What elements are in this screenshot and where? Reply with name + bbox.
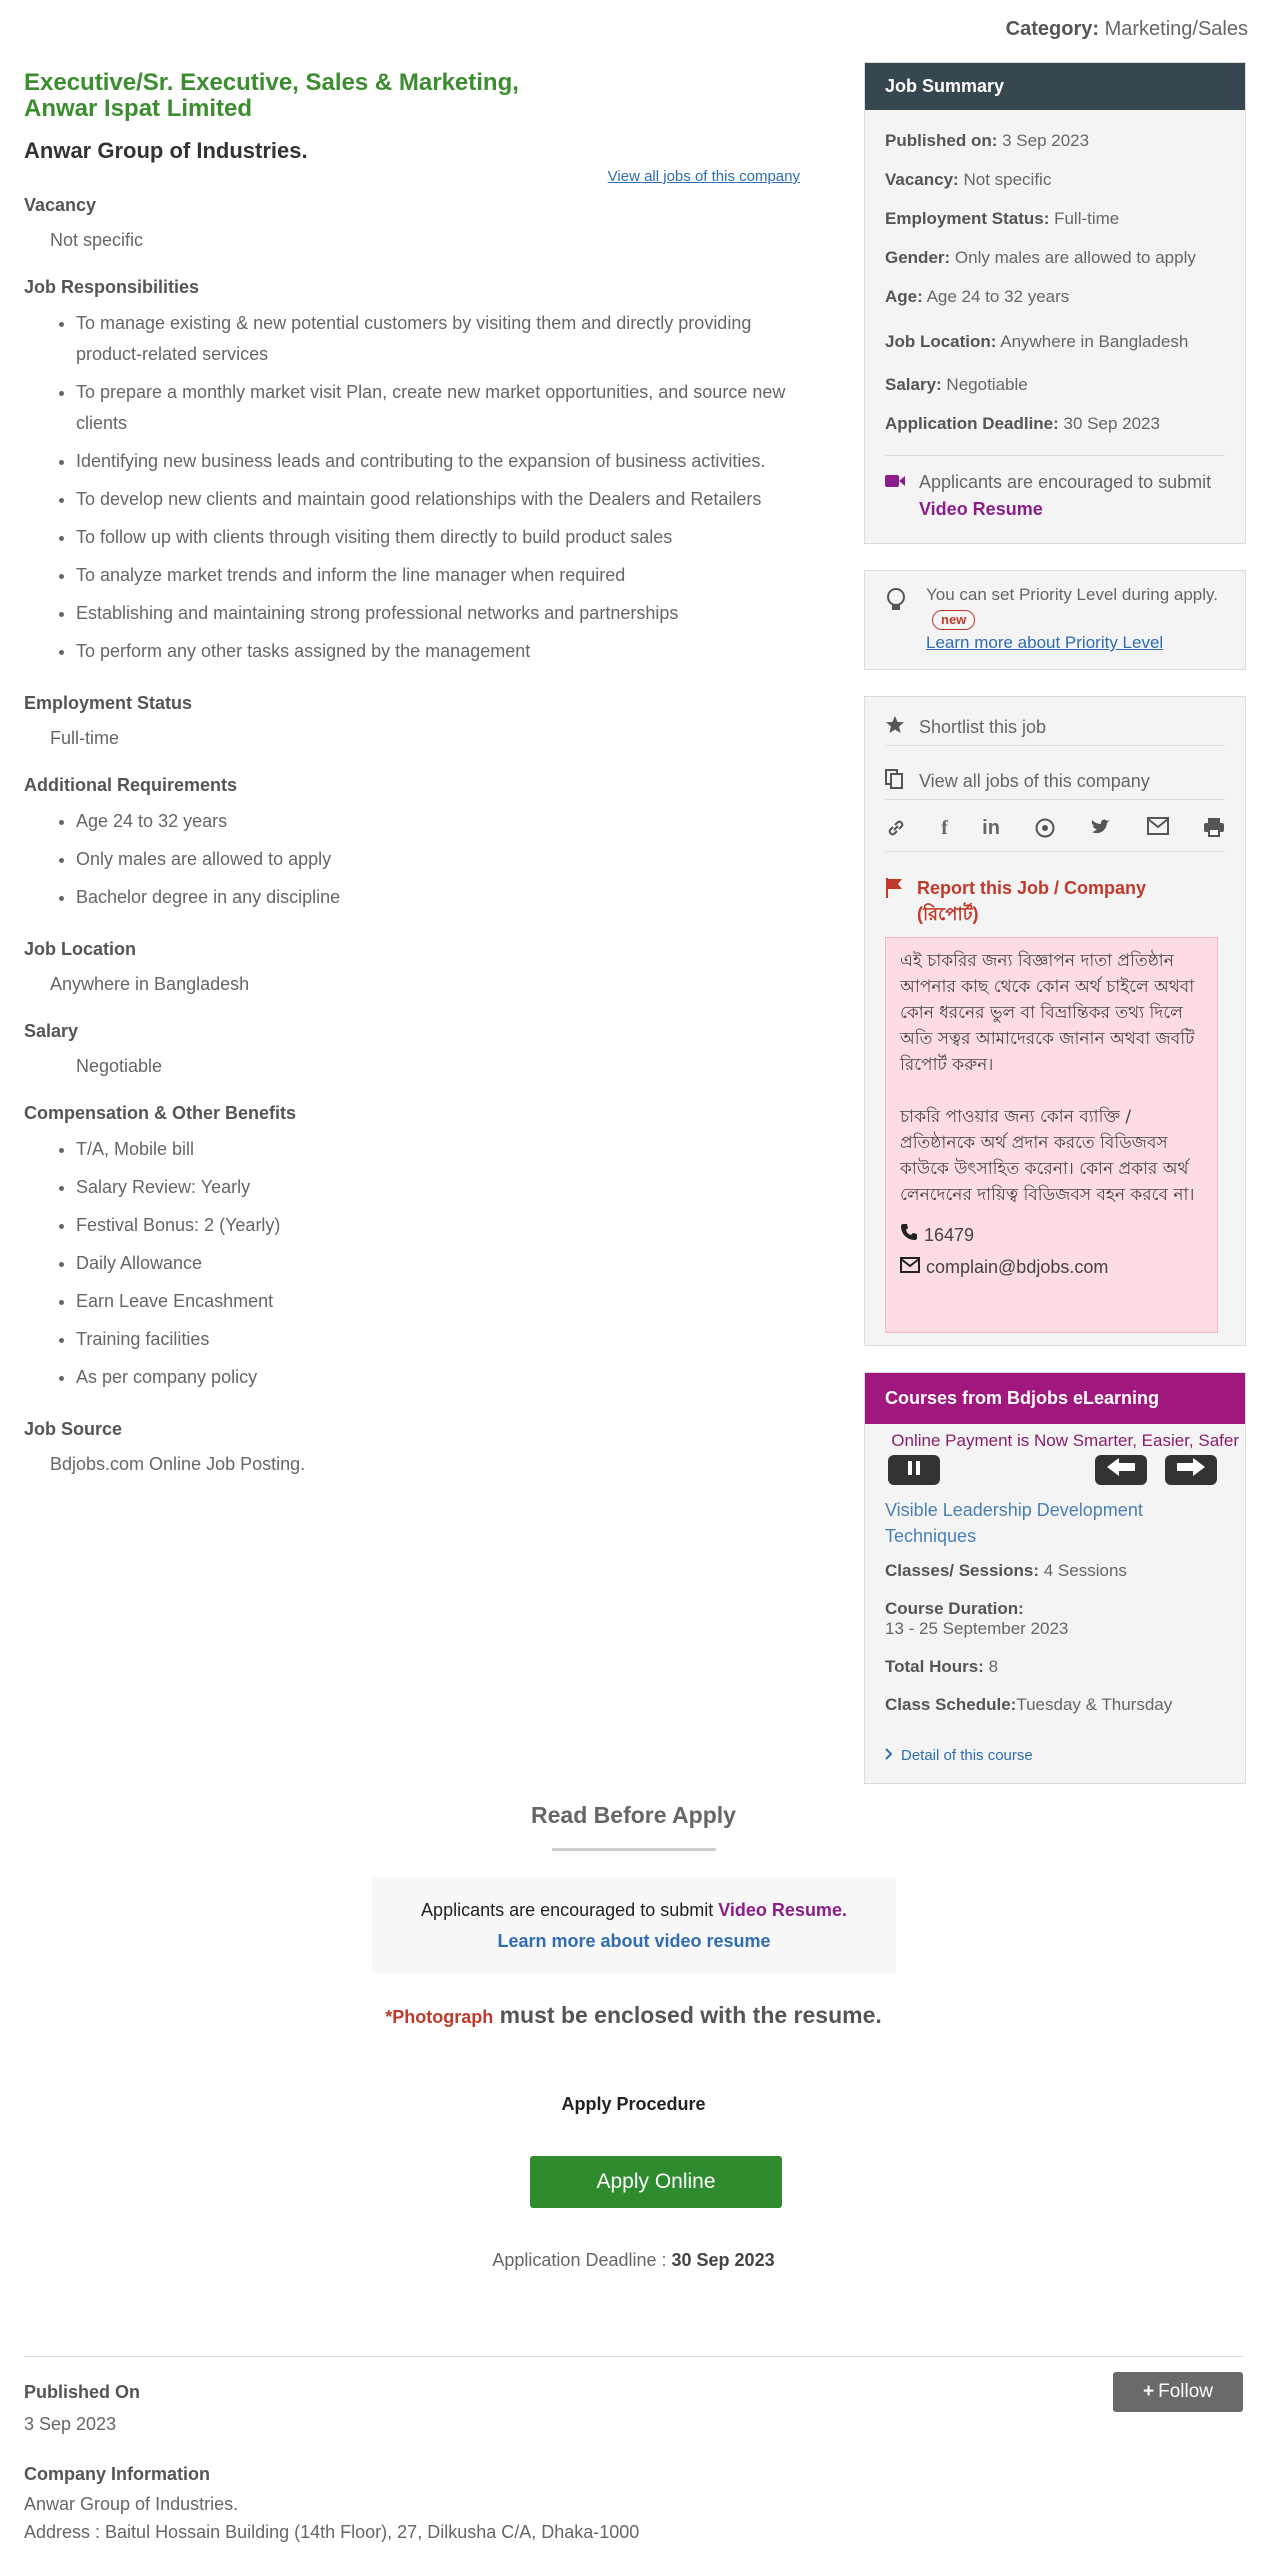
published-on-heading: Published On [24,2382,141,2402]
category [1006,18,1248,41]
job-summary-panel [864,62,1246,544]
whatsapp-icon[interactable] [1034,817,1056,851]
deadline-note: Application Deadline : 30 Sep 2023 [492,2250,775,2270]
course-detail-link[interactable]: Detail of this course [885,1747,1033,1764]
list-item: • Training facilities [76,1324,800,1355]
summary-vacancy: Vacancy: Not specific [885,170,1052,189]
print-icon[interactable] [1203,817,1225,851]
summary-employment-status: Employment Status: Full-time [885,209,1120,228]
list-item: • To analyze market trends and inform the line manager when required [76,560,800,591]
list-item: • Age 24 to 32 years [76,806,800,837]
additional-requirements-heading: Additional Requirements [24,775,238,795]
summary-published: Published on: 3 Sep 2023 [885,131,1090,150]
video-resume-box [372,1878,896,1974]
company-address: Address : Baitul Hossain Building (14th Floor), 27, Dilkusha C/A, Dhaka-1000 [24,2522,640,2542]
report-job-link[interactable]: Report this Job / Company (রিপোর্ট) [885,875,1146,927]
list-item: • T/A, Mobile bill [76,1134,800,1165]
linkedin-icon[interactable]: in [982,817,1000,839]
summary-location: Job Location: Anywhere in Bangladesh [885,332,1189,351]
list-item: • Identifying new business leads and contributing to the expansion of business activities. [76,446,800,477]
read-before-heading: Read Before Apply [531,1802,736,1828]
list-item: • To manage existing & new potential customers by visiting them and directly providing product-related services [76,308,800,370]
arrow-left-icon [1107,1458,1135,1482]
course-schedule: Class Schedule:Tuesday & Thursday [885,1695,1173,1714]
pause-button[interactable] [888,1455,940,1485]
course-duration: Course Duration: 13 - 25 September 2023 [885,1599,1069,1638]
email-icon[interactable] [1147,817,1169,851]
list-item: • As per company policy [76,1362,800,1393]
view-all-jobs-button[interactable]: View all jobs of this company [885,763,1225,800]
share-bar [885,817,1225,852]
footer-divider [24,2356,1243,2357]
list-item: • Festival Bonus: 2 (Yearly) [76,1210,800,1241]
summary-age: Age: Age 24 to 32 years [885,287,1070,306]
arrow-right-icon [1177,1458,1205,1482]
summary-deadline: Application Deadline: 30 Sep 2023 [885,414,1160,433]
course-hours: Total Hours: 8 [885,1657,999,1676]
list-item: • To develop new clients and maintain good relationships with the Dealers and Retailers [76,484,800,515]
vacancy-heading: Vacancy [24,195,97,215]
company-name: Anwar Group of Industries. [24,138,308,163]
warning-email: complain@bdjobs.com [900,1254,1203,1280]
actions-panel [864,696,1246,1346]
warning-para-1: এই চাকরির জন্য বিজ্ঞাপন দাতা প্রতিষ্ঠান আপনার কাছ থেকে কোন অর্থ চাইলে অথবা কোন ধরনের ভুল বা বিভ্রান্তিকর তথ্য দিলে অতি সত্বর আমাদেরকে জানান অথবা জবটি রিপোর্ট করুন। [900,951,1195,1075]
video-camera-icon [885,474,905,488]
warning-para-2: চাকরি পাওয়ার জন্য কোন ব্যাক্তি / প্রতিষ্ঠানকে অর্থ প্রদান করতে বিডিজবস কাউকে উৎসাহিত করেনা। কোন প্রকার অর্থ লেনদেনের দায়িত্ব বিডিজবস বহন করবে না। [900,1107,1195,1205]
warning-box [885,937,1218,1333]
facebook-icon[interactable]: f [941,817,948,839]
warning-phone: 16479 [900,1222,1203,1248]
apply-online-button[interactable]: Apply Online [530,2156,782,2208]
chevron-right-icon [885,1747,893,1764]
benefits-heading: Compensation & Other Benefits [24,1103,297,1123]
list-item: • Earn Leave Encashment [76,1286,800,1317]
job-title [24,70,800,122]
prev-button[interactable] [1095,1455,1147,1485]
plus-icon: + [1142,2381,1155,2402]
link-icon[interactable] [885,817,907,851]
heading-underline [552,1848,716,1851]
list-item: • Establishing and maintaining strong professional networks and partnerships [76,598,800,629]
list-item: • To prepare a monthly market visit Plan, create new market opportunities, and source new clients [76,377,800,439]
envelope-icon [900,1254,920,1280]
view-all-jobs-link[interactable]: View all jobs of this company [607,168,800,185]
courses-heading: Courses from Bdjobs eLearning [865,1373,1245,1424]
responsibilities-heading: Job Responsibilities [24,277,200,297]
list-item: • To follow up with clients through visiting them directly to build product sales [76,522,800,553]
salary-heading: Salary [24,1021,79,1041]
video-resume-link[interactable]: Video Resume [919,499,1043,519]
video-resume-text: Applicants are encouraged to submit Video Resume. [421,1900,847,1920]
pause-icon [906,1459,922,1482]
benefits-list [24,1134,800,1393]
courses-panel [864,1372,1246,1784]
course-classes: Classes/ Sessions: 4 Sessions [885,1561,1127,1580]
job-title-line1: Executive/Sr. Executive, Sales & Marketing, [24,69,519,96]
next-button[interactable] [1165,1455,1217,1485]
list-item: • Salary Review: Yearly [76,1172,800,1203]
priority-learn-more-link[interactable]: Learn more about Priority Level [926,633,1164,652]
copy-icon [885,769,907,794]
learn-more-video-link[interactable]: Learn more about video resume [497,1931,771,1951]
published-on-value: 3 Sep 2023 [24,2414,117,2434]
twitter-icon[interactable] [1090,817,1112,851]
courses-marquee: Online Payment is Now Smarter, Easier, Safer [891,1431,1239,1450]
job-summary-heading: Job Summary [865,63,1245,110]
category-value: Marketing/Sales [1104,18,1248,40]
category-label: Category: [1005,18,1100,40]
additional-requirements-list [24,806,800,913]
job-location-heading: Job Location [24,939,136,959]
company-info-heading: Company Information [24,2464,211,2484]
list-item: • Only males are allowed to apply [76,844,800,875]
employment-status-heading: Employment Status [24,693,193,713]
employment-status-value: Full-time [50,728,120,748]
phone-icon [900,1222,918,1248]
job-title-line2: Anwar Ispat Limited [24,95,253,122]
list-item: • Bachelor degree in any discipline [76,882,800,913]
new-badge: new [932,610,975,630]
apply-procedure-heading: Apply Procedure [561,2094,706,2114]
priority-text: You can set Priority Level during apply. new Learn more about Priority Level [926,585,1219,652]
course-title-link[interactable]: Visible Leadership Development Techniques [885,1500,1143,1546]
job-details [24,70,800,1475]
star-icon [885,715,907,740]
video-resume-link-main[interactable]: Video Resume. [718,1900,847,1920]
photograph-note: *Photograph must be enclosed with the resume. [385,2002,882,2028]
lightbulb-icon [885,587,907,618]
company-info-name: Anwar Group of Industries. [24,2494,239,2514]
follow-button[interactable]: + Follow [1113,2372,1243,2412]
list-item: • Daily Allowance [76,1248,800,1279]
flag-icon [885,877,905,927]
shortlist-button[interactable]: Shortlist this job [885,709,1225,746]
salary-value: Negotiable [76,1056,163,1076]
job-location-value: Anywhere in Bangladesh [50,974,250,994]
responsibilities-list [24,308,800,667]
list-item: • To perform any other tasks assigned by the management [76,636,800,667]
summary-salary: Salary: Negotiable [885,375,1028,394]
video-resume-note: Applicants are encouraged to submit Video Resume [885,469,1219,523]
job-source-heading: Job Source [24,1419,123,1439]
vacancy-value: Not specific [50,230,144,250]
summary-gender: Gender: Only males are allowed to apply [885,248,1196,267]
priority-panel [864,570,1246,670]
job-source-value: Bdjobs.com Online Job Posting. [50,1454,306,1474]
